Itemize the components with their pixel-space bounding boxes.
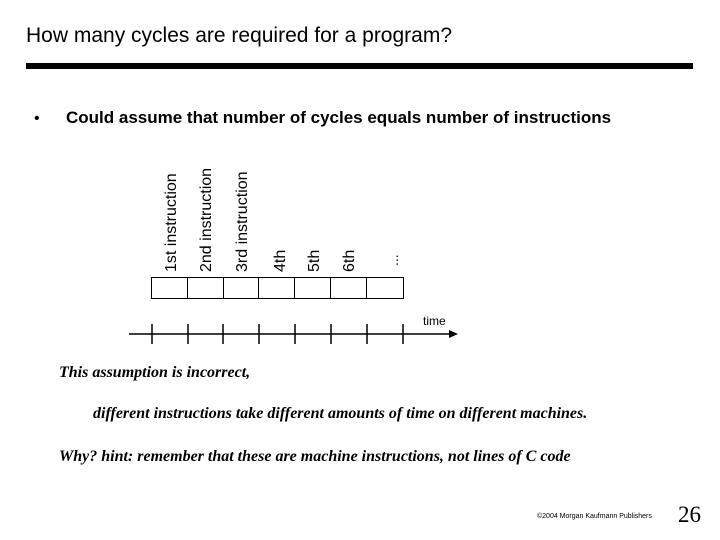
instruction-label-6: 6th	[341, 249, 358, 272]
note-line-3: Why? hint: remember that these are machine instructions, not lines of C code	[59, 448, 571, 465]
note-line-2: different instructions take different amounts of time on different machines.	[93, 405, 588, 422]
page-number: 26	[678, 502, 701, 527]
timeline-arrowhead	[449, 330, 458, 338]
instruction-label-2: 2nd instruction	[198, 167, 215, 272]
time-label: time	[423, 314, 446, 328]
bullet-text: Could assume that number of cycles equals number of instructions	[66, 108, 612, 127]
instruction-label-1: 1st instruction	[163, 173, 180, 272]
note-line-1: This assumption is incorrect,	[59, 364, 251, 381]
bullet-dot: •	[34, 110, 40, 127]
instruction-label-3: 3rd instruction	[234, 171, 251, 272]
instruction-label-4: 4th	[272, 249, 289, 272]
slide-title: How many cycles are required for a program?	[26, 24, 453, 47]
instruction-label-5: 5th	[306, 249, 323, 272]
instruction-label-ellipsis: ...	[385, 254, 401, 266]
copyright: ©2004 Morgan Kaufmann Publishers	[537, 513, 652, 520]
